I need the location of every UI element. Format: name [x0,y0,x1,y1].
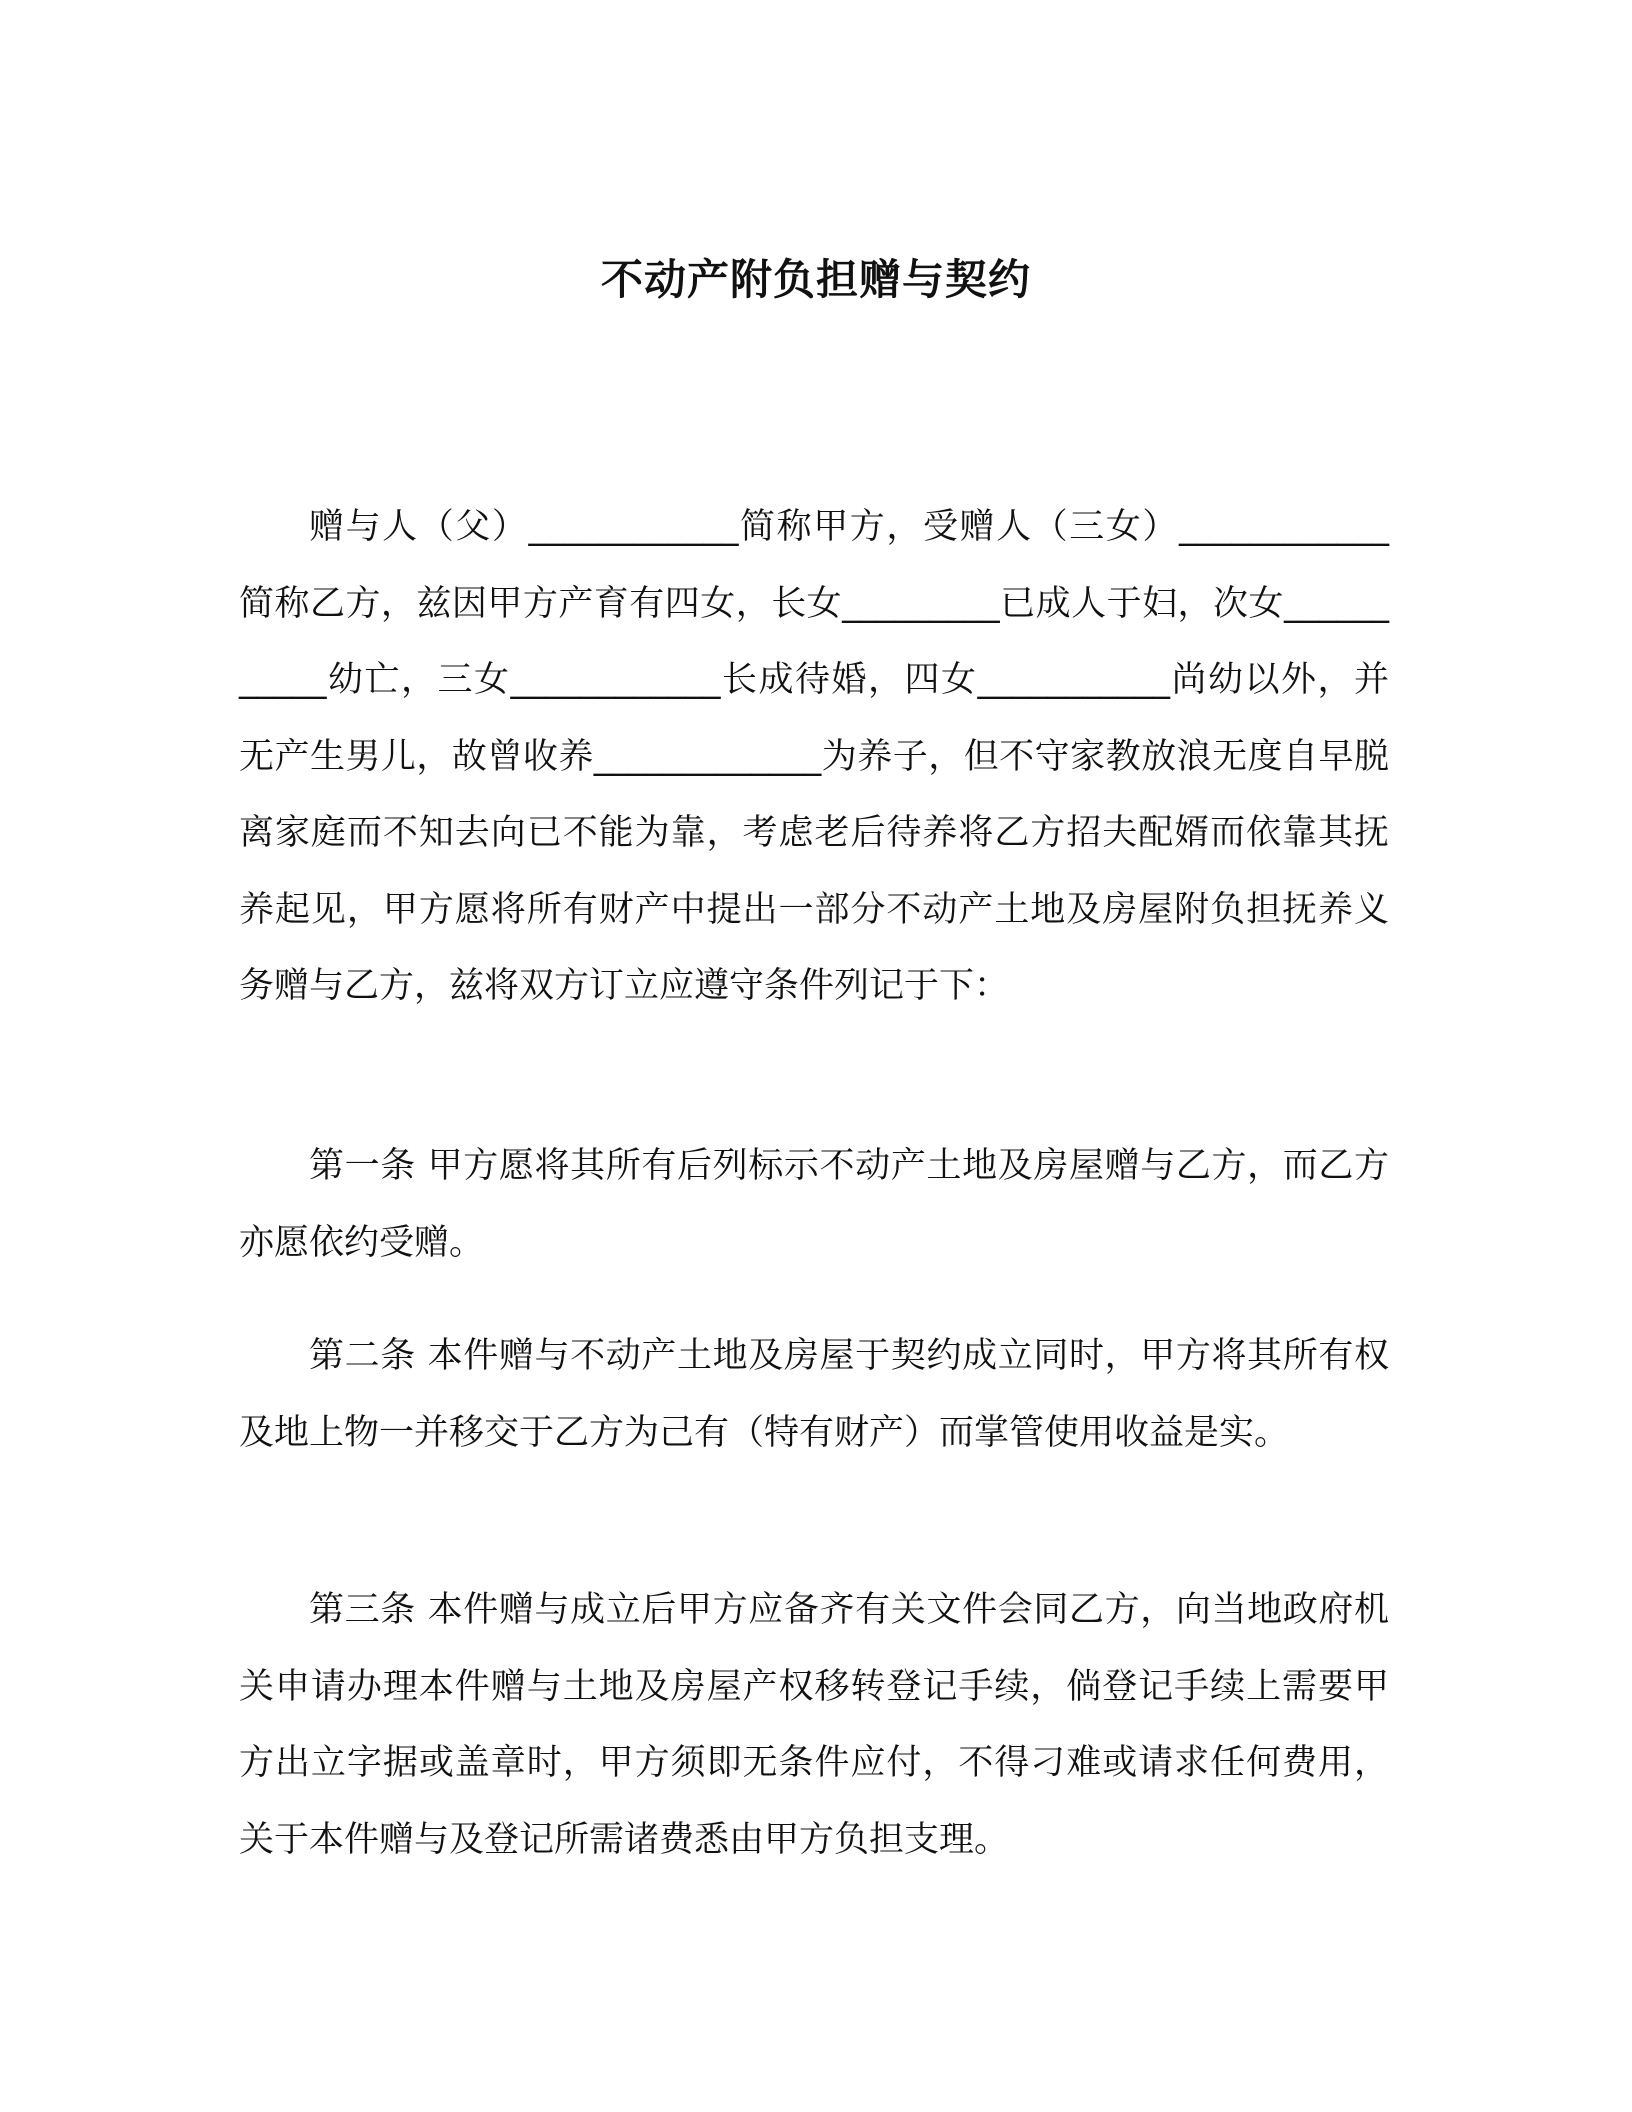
document-title: 不动产附负担赠与契约 [600,255,1031,305]
intro-paragraph: 赠与人（父）____________简称甲方，受赠人（三女）____________简称乙方，兹因甲方产育有四女，长女_________已成人于妇，次女___________幼亡，三女____________长成待婚，四女___________尚幼以外，并无产生男儿，故曾收养_____________为养子，但不守家教放浪无度自早脱离家庭而不知去向已不能为靠，考虑老后待养将乙方招夫配婿而依靠其抚养起见，甲方愿将所有财产中提出一部分不动产土地及房屋附负担抚养义务赠与乙方，兹将双方订立应遵守条件列记于下： [239,507,1389,1006]
article-1-paragraph: 第一条 甲方愿将其所有后列标示不动产土地及房屋赠与乙方，而乙方亦愿依约受赠。 [239,1146,1389,1263]
article-3-paragraph: 第三条 本件赠与成立后甲方应备齐有关文件会同乙方，向当地政府机关申请办理本件赠与土地及房屋产权移转登记手续，倘登记手续上需要甲方出立字据或盖章时，甲方须即无条件应付，不得刁难或请求任何费用，关于本件赠与及登记所需诸费悉由甲方负担支理。 [239,1590,1389,1860]
article-2-paragraph: 第二条 本件赠与不动产土地及房屋于契约成立同时，甲方将其所有权及地上物一并移交于乙方为己有（特有财产）而掌管使用收益是实。 [239,1336,1389,1453]
